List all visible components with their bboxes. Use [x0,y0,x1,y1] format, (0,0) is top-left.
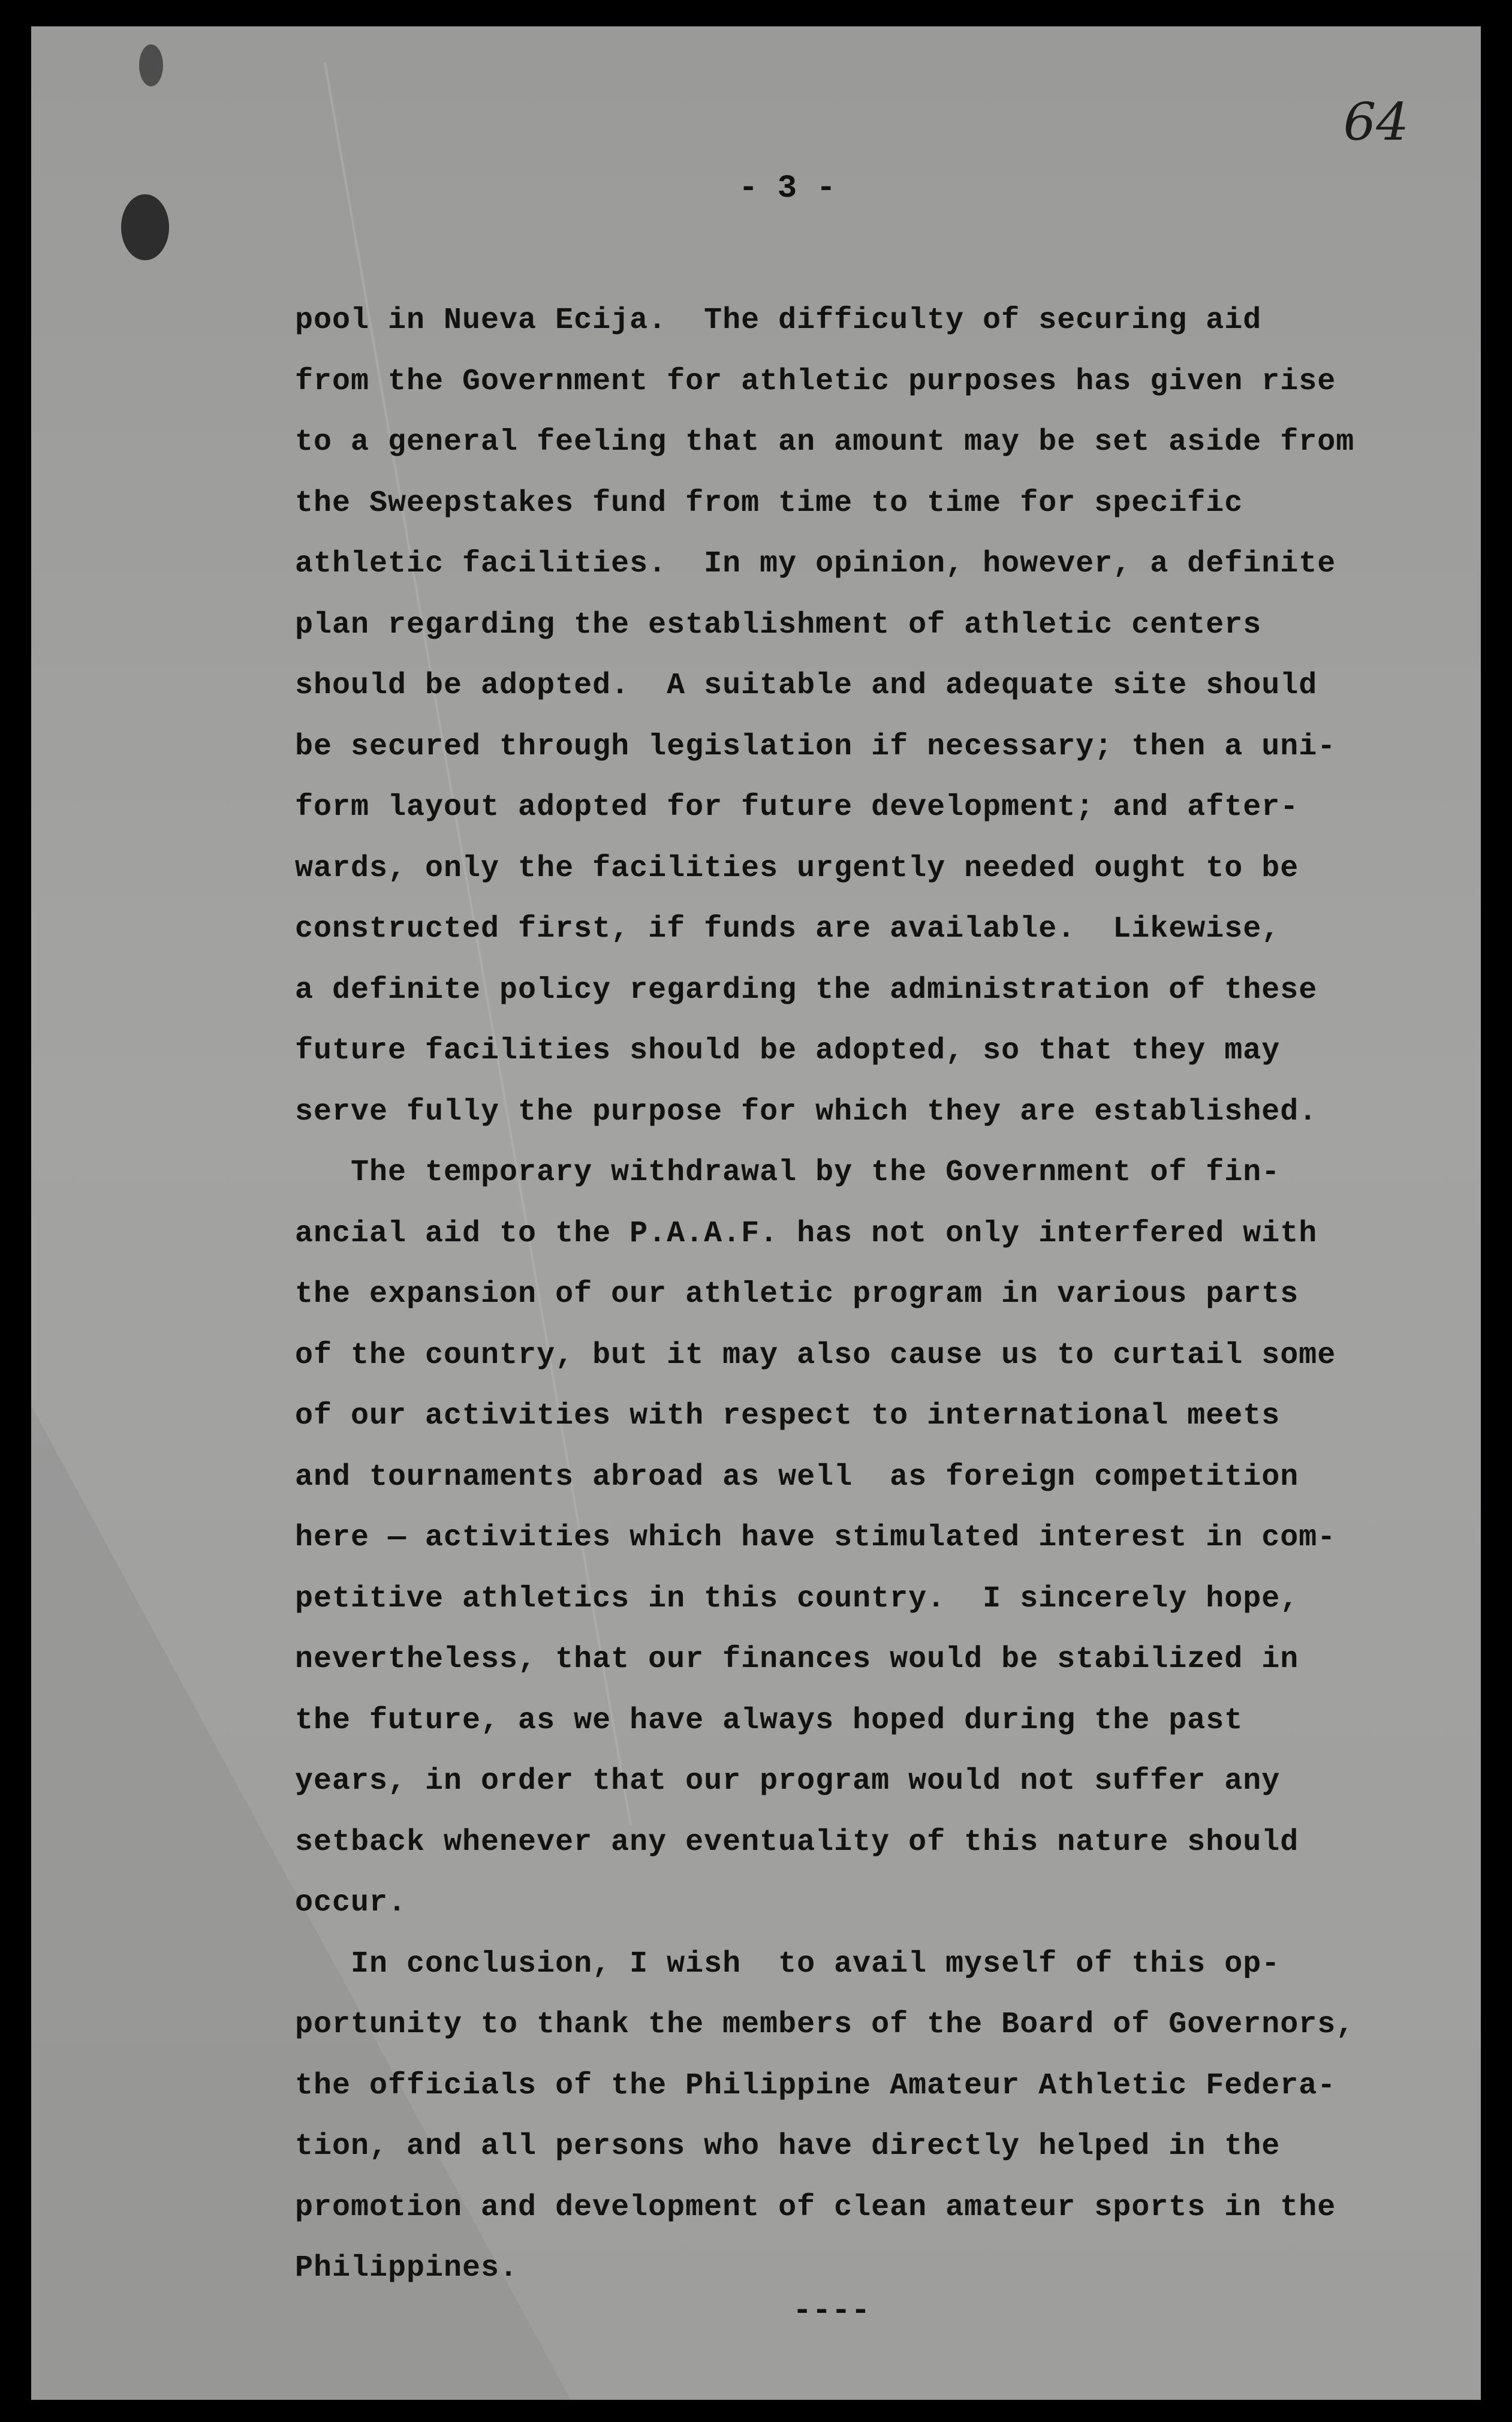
text-line: setback whenever any eventuality of this nature should [295,1825,1299,1860]
text-line: occur. [295,1886,407,1920]
text-line: The temporary withdrawal by the Government of fin- [295,1156,1281,1190]
text-line: the Sweepstakes fund from time to time for specific [295,486,1243,520]
text-line: serve fully the purpose for which they are established. [295,1094,1318,1129]
text-line: promotion and development of clean amateur sports in the [295,2190,1336,2225]
text-line: future facilities should be adopted, so that they may [295,1034,1281,1068]
body-text [295,290,1374,2299]
end-of-document-mark: ---- [793,2293,871,2330]
text-line: should be adopted. A suitable and adequate site should [295,669,1318,703]
text-line: pool in Nueva Ecija. The difficulty of securing aid [295,303,1262,338]
text-line: nevertheless, that our finances would be stabilized in [295,1642,1299,1677]
text-line: Philippines. [295,2251,519,2285]
text-line: ancial aid to the P.A.A.F. has not only interfered with [295,1216,1318,1251]
text-line: of the country, but it may also cause us to curtail some [295,1338,1336,1373]
handwritten-folio-number: 64 [1343,92,1409,152]
text-line: the future, as we have always hoped during the past [295,1703,1243,1738]
ink-smudge [121,194,169,260]
text-line: here — activities which have stimulated interest in com- [295,1521,1336,1555]
text-line: form layout adopted for future development; and after- [295,790,1299,825]
document-page [31,26,1481,2400]
text-line: the officials of the Philippine Amateur Athletic Federa- [295,2068,1336,2103]
text-line: the expansion of our athletic program in various parts [295,1277,1299,1311]
text-line: years, in order that our program would not suffer any [295,1764,1281,1798]
text-line: wards, only the facilities urgently needed ought to be [295,851,1299,886]
text-line: to a general feeling that an amount may be set aside from [295,425,1355,459]
text-line: tion, and all persons who have directly helped in the [295,2129,1281,2164]
text-line: and tournaments abroad as well as foreign competition [295,1460,1299,1494]
text-line: petitive athletics in this country. I sincerely hope, [295,1581,1299,1616]
text-line: of our activities with respect to international meets [295,1399,1281,1433]
text-line: from the Government for athletic purposes has given rise [295,364,1336,399]
text-line: constructed first, if funds are available. Likewise, [295,912,1281,946]
text-line: a definite policy regarding the administration of these [295,973,1318,1007]
text-line: In conclusion, I wish to avail myself of this op- [295,1946,1281,1981]
ink-smudge [139,44,163,86]
text-line: athletic facilities. In my opinion, however, a definite [295,547,1336,581]
text-line: be secured through legislation if necessary; then a uni- [295,729,1336,764]
page-number: - 3 - [739,170,836,207]
text-line: portunity to thank the members of the Board of Governors, [295,2008,1355,2042]
text-line: plan regarding the establishment of athletic centers [295,607,1262,642]
